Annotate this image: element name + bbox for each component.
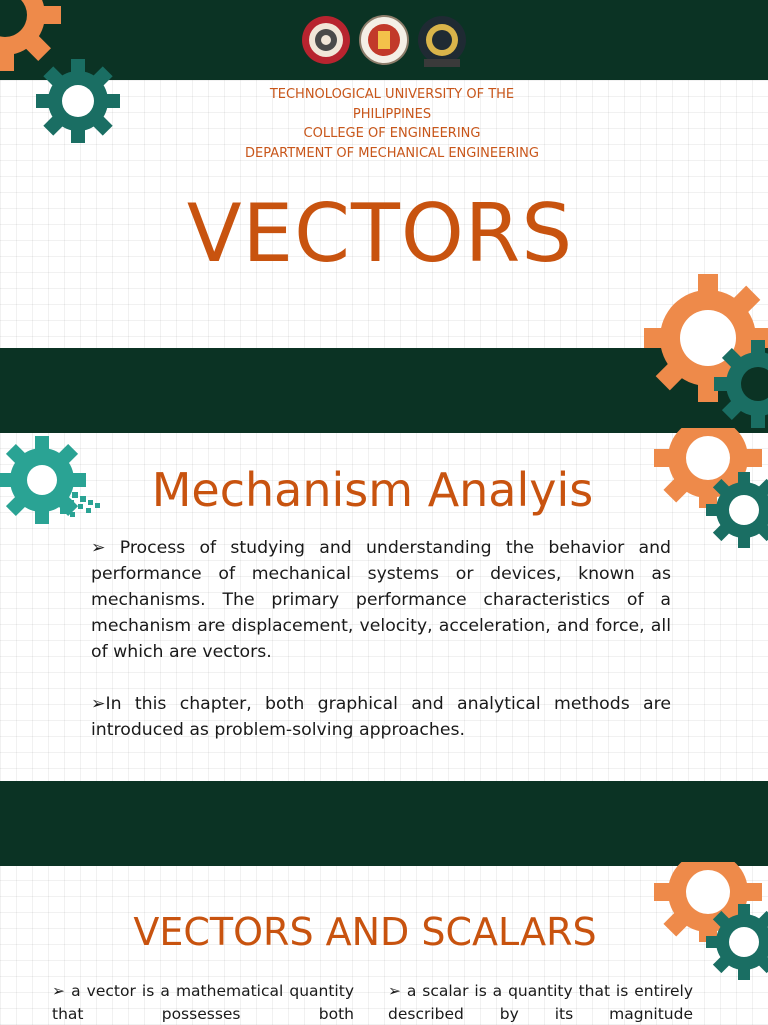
university-seals (300, 6, 470, 74)
header-line: DEPARTMENT OF MECHANICAL ENGINEERING (245, 145, 539, 161)
seal-logo (358, 9, 410, 71)
mechanism-paragraph: ➢In this chapter, both graphical and analytical methods are introduced as problem-solving approaches. (91, 694, 671, 740)
vectors-scalars-heading: VECTORS AND SCALARS (133, 910, 597, 954)
seal-logo (300, 9, 352, 71)
seal-logo (416, 9, 468, 71)
header-line: COLLEGE OF ENGINEERING (303, 126, 481, 141)
vector-definition: ➢ a vector is a mathematical quantity that possesses both (52, 982, 354, 1023)
mechanism-heading: Mechanism Analyis (151, 463, 594, 517)
header-line: TECHNOLOGICAL UNIVERSITY OF THE (269, 87, 515, 102)
lower-band (0, 781, 768, 866)
mechanism-paragraph: ➢ Process of studying and understanding the behavior and performance of mechanical systems or devices, known as mechanisms. The primary performance characteristics of a mechanism are displacement, velocity, acceleration, and force, all of which are vectors. (91, 538, 671, 662)
institution-header (0, 85, 768, 163)
gear-icon (712, 338, 768, 430)
page-title: VECTORS (186, 187, 574, 280)
header-line: PHILIPPINES (352, 106, 432, 122)
scalar-definition: ➢ a scalar is a quantity that is entirely described by its magnitude (388, 982, 693, 1023)
